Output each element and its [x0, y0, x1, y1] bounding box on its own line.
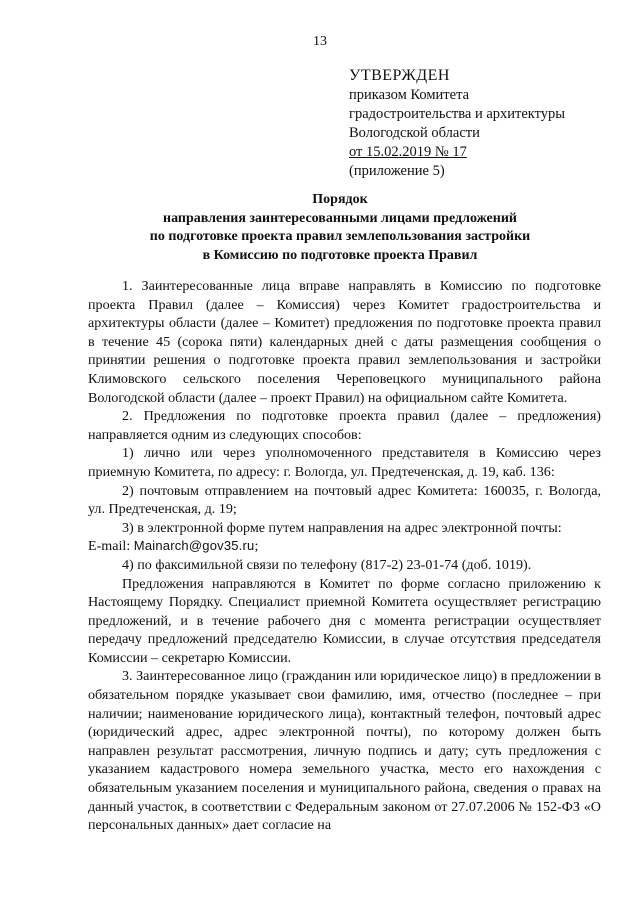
paragraph-procedure: Предложения направляются в Комитет по форме согласно приложению к Настоящему Порядку. Специалист приемной Комитета осуществляет регистрацию предложений, и в течение рабочего дня с момента регистрации осуществляет передачу предложений председателю Комиссии, в случае отсутствия председателя Комиссии – секретарю Комиссии. — [88, 575, 601, 666]
approval-appendix: (приложение 5) — [349, 163, 445, 179]
paragraph-2: 2. Предложения по подготовке проекта правил (далее – предложения) направляется одним из следующих способов: — [88, 408, 601, 443]
list-item-1: 1) лично или через уполномоченного представителя в Комиссию через приемную Комитета, по адресу: г. Вологда, ул. Предтеченская, д. 19, каб. 136: — [88, 445, 601, 480]
approval-line-2: градостроительства и архитектуры — [349, 106, 566, 122]
heading-line-1: Порядок — [312, 192, 368, 207]
document-body — [88, 277, 601, 835]
email-line — [88, 537, 601, 556]
email-prefix: E-mail: — [88, 538, 134, 555]
email-suffix: ; — [254, 538, 259, 555]
list-item-3: 3) в электронной форме путем направления на адрес электронной почты: — [122, 519, 562, 536]
approval-block — [349, 66, 565, 181]
page-number: 13 — [313, 34, 327, 49]
heading-line-2: направления заинтересованными лицами предложений — [163, 210, 517, 226]
document-heading — [80, 191, 600, 265]
approval-title: УТВЕРЖДЕН — [349, 67, 450, 84]
list-item-4: 4) по факсимильной связи по телефону (817-2) 23-01-74 (доб. 1019). — [122, 556, 532, 573]
email-address: Mainarch@gov35.ru — [133, 538, 255, 554]
heading-line-3: по подготовке проекта правил землепользования застройки — [149, 229, 531, 244]
approval-date-line: от 15.02.2019 № 17 — [349, 144, 467, 160]
list-item-2: 2) почтовым отправлением на почтовый адрес Комитета: 160035, г. Вологда, ул. Предтеченская, д. 19; — [88, 482, 601, 518]
approval-line-3: Вологодской области — [349, 125, 480, 141]
approval-line-1: приказом Комитета — [349, 87, 470, 103]
paragraph-3: 3. Заинтересованное лицо (гражданин или юридическое лицо) в предложении в обязательном порядке указывает свои фамилию, имя, отчество (последнее – при наличии; наименование юридического лица), контактный телефон, почтовый адрес (юридический адрес, адрес электронной почты), по которому должен быть направлен результат рассмотрения, личную подпись и дату; суть предложения с указанием кадастрового номера земельного участка, место его нахождения с обязательным указанием поселения и муниципального района, сведения о правах на данный участок, в соответствии с Федеральным законом от 27.07.2006 № 152-ФЗ «О персональных данных» дает согласие на — [88, 668, 601, 834]
paragraph-1: 1. Заинтересованные лица вправе направлять в Комиссию по подготовке проекта Правил (далее – Комиссия) через Комитет градостроительства и архитектуры области (далее – Комитет) предложения по подготовке проекта правил в течение 45 (сорока пяти) календарных дней с даты размещения сообщения о принятии решения о подготовке проекта правил землепользования и застройки Климовского сельского поселения Череповецкого муниципального района Вологодской области (далее – проект Правил) на официальном сайте Комитета. — [88, 278, 601, 406]
heading-line-4: в Комиссию по подготовке проекта Правил — [202, 247, 478, 263]
